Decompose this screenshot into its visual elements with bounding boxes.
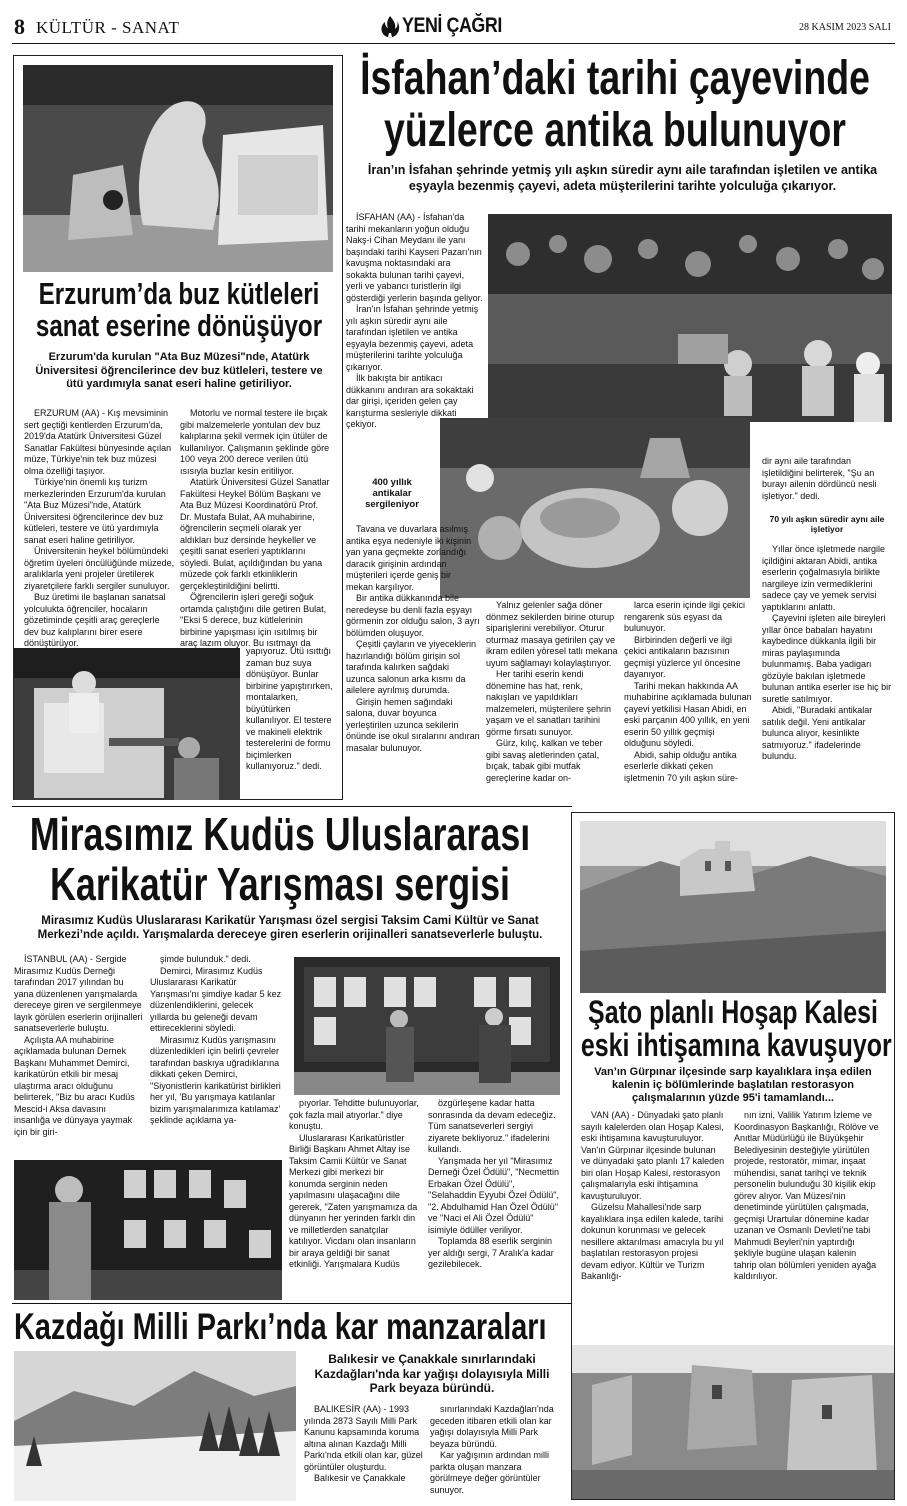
kudus-col1 xyxy=(14,954,144,1154)
snowy-mountain-photo xyxy=(14,1351,296,1501)
erzurum-col2-continued: yapıyoruz. Ütü ısıttığı zaman buz suya dönüşüyor. Bunlar birbirine yapıştırırken, montalarken, büyütürken kullanılıyor. El testere ve makineli elektrik testerelerini de formu biçimlerken kullanıyoruz." dedi. xyxy=(246,646,333,771)
hosap-col2 xyxy=(734,1110,880,1350)
isfahan-spot: İran’ın İsfahan şehrinde yetmiş yılı aşkın süredir aynı aile tarafından işletilen ve antika eşyayla bezenmiş çayevi, adeta müşterilerini tarihte yolculuğa çıkarıyor. xyxy=(367,163,878,193)
section-rule-2 xyxy=(12,1303,572,1304)
erzurum-title-line2: sanat eserine dönüşüyor xyxy=(35,308,323,343)
paragraph: sınırlarındaki Kazdağları'nda geceden itibaren etkili olan kar yağışı dolayısıyla Milli Park beyaza büründü. xyxy=(430,1404,554,1449)
hosap-castle-photo xyxy=(580,821,886,993)
caricature-gallery-photo xyxy=(14,1160,282,1300)
paragraph: Yıllar önce işletmede nargile içildiğini aktaran Abidi, antika eserlerin çoğalmasıyla birlikte nargileye izin vermediklerini sadece çay ve yemek servisi yaptıklarını anlattı. xyxy=(762,544,886,612)
hosap-spot: Van’ın Gürpınar ilçesinde sarp kayalıklara inşa edilen kalenin iç bölümlerinde başlatılan restorasyon çalışmalarının yüzde 95'i tamamlandı... xyxy=(594,1066,872,1104)
paragraph: Gürz, kılıç, kalkan ve teber gibi savaş aletlerinden çatal, bıçak, tabak gibi mutfak gereçlerine kadar on- xyxy=(486,738,603,783)
isfahan-subhead-400-years: 400 yıllık antikalar sergileniyor xyxy=(365,477,419,510)
paragraph: Çayevini işleten aile bireyleri yıllar önce babaları hayatını kaybedince dükkanla ilgili bir miras paylaşımında bulunmamış. Baba yadigarı gözüyle bakılan işletmede bulunan antika eserler ise hiç bir suretle satılmıyor. xyxy=(762,613,892,704)
paragraph: ERZURUM (AA) - Kış mevsiminin sert geçtiği kentlerden Erzurum'da, 2019'da Atatürk Üniversitesi Güzel Sanatlar Fakültesi bünyesinde açılan müze, Türkiye'nin tek buz müzesi olma özelliği taşıyor. xyxy=(24,408,172,476)
paragraph: VAN (AA) - Dünyadaki şato planlı sayılı kalelerden olan Hoşap Kalesi, eski ihtişamına kavuşturuluyor. Van'ın Gürpınar ilçesinde bulunan ve dünyadaki şato planlı 17 kaleden biri olan Hoşap Kalesi, restorasyon çalışmalarıyla eski ihtişamına kavuşturuluyor. xyxy=(581,1110,725,1201)
isfahan-subhead-70-years: 70 yılı aşkın süredir aynı aile işletiyor xyxy=(769,514,885,534)
section-rule-1 xyxy=(12,806,572,807)
paragraph: larca eserin içinde ilgi çekici rengarenk süs eşyası da bulunuyor. xyxy=(624,600,746,633)
paragraph: Yalnız gelenler sağa döner dönmez sekilerden birine oturup siparişlerini verebiliyor. Oturur oturmaz masaya getirilen çay ve ikram edilen yöresel tatlı mekana uyum sağlamayı kolaylaştırıyor. xyxy=(486,600,618,668)
ice-museum-photo xyxy=(23,65,333,272)
isfahan-col2 xyxy=(486,600,618,802)
antique-lamps-photo xyxy=(440,418,750,598)
flame-icon xyxy=(380,15,400,39)
kudus-title-line2: Karikatür Yarışması sergisi xyxy=(49,858,511,910)
paragraph: Kar yağışının ardından milli parkta oluşan manzara görülmeye değer görüntüler sunuyor. xyxy=(430,1450,550,1495)
paragraph: Üniversitenin heykel bölümündeki öğretim üyeleri öncülüğünde müzede, aralıklarla yeni projeler üretilerek ziyaretçilere farklı sergiler sunuluyor. xyxy=(24,546,175,591)
kazdagi-col2 xyxy=(430,1404,560,1502)
paragraph: pıyorlar. Tehditte bulunuyorlar, çok fazla mail atıyorlar." diye konuştu. xyxy=(289,1098,419,1131)
kazdagi-title: Kazdağı Milli Parkı’nda kar manzaraları xyxy=(14,1306,547,1347)
paragraph: İSTANBUL (AA) - Sergide Mirasımız Kudüs Derneği tarafından 2017 yılından bu yana düzenlenen yarışmalarda dereceye giren ve sergilenmeye layık görülen eserlerin orijinalleri sanatseverlerle buluştu. xyxy=(14,954,143,1033)
exhibition-visitors-photo xyxy=(294,957,560,1095)
paragraph: Motorlu ve normal testere ile bıçak gibi malzemelerle yontulan dev buz kalıplarına şekil vermek için ütüler de kullanılıyor. Çalışmanın şeklinde göre 100 veya 200 derece verilen ütü ısısıyla buzlar kesin eritiliyor. xyxy=(180,408,330,476)
erzurum-spot: Erzurum'da kurulan "Ata Buz Müzesi"nde, Atatürk Üniversitesi öğrencilerince dev buz kütleleri, testere ve ütü yardımıyla sanat eseri haline getiriliyor. xyxy=(35,351,323,390)
newspaper-logo xyxy=(380,14,534,40)
paragraph: Buz üretimi ile başlanan sanatsal yolculukta öğrenciler, hocaların gözetiminde çeşitli araç gereçlerle dev buz kalıplarını birer esere dönüştürüyor. xyxy=(24,592,166,648)
paragraph: Tarihi mekan hakkında AA muhabirine açıklamada bulunan çayevi yetkilisi Hasan Abidi, en eski parçanın 400 yıllık, en yeni eserin 50 yıllık geçmişi olduğunu söyledi. xyxy=(624,680,752,748)
isfahan-title-line2: yüzlerce antika bulunuyor xyxy=(384,104,846,157)
paragraph: Güzelsu Mahallesi'nde sarp kayalıklara inşa edilen kalede, tarihi dokunun korunması ve gelecek nesillere aktarılması amacıyla bu yıl başlatılan restorasyon projesi devam ediyor. Kültür ve Turizm Bakanlığı- xyxy=(581,1202,724,1281)
kudus-col3 xyxy=(289,1098,421,1298)
hosap-article-box xyxy=(571,812,895,1500)
paragraph: Uluslararası Karikatüristler Birliği Başkanı Ahmet Altay ise Taksim Camii Kültür ve Sanat Merkezi gibi merkezi bir konumda serginin neden yapılmasını ulaşacağını dile gererek, "Zaten yarışmamıza da dünyanın her yerinden farklı din ve milletlerden sanatçılar katılıyor. Vicdanı olan insanların bir araya geldiği bir sanat etkinliği. Yarışmalara Kudüs xyxy=(289,1132,418,1269)
hosap-col1 xyxy=(581,1110,727,1350)
paragraph: Mirasımız Kudüs yarışmasını düzenledikleri için belirli çevreler tarafından baskıya uğradıklarına dikkati çeken Demirci, "Siyonistlerin karikatürist birlikleri her yıl, 'Bu yarışmaya katılanlar bizim yarışmalarımıza katılamaz' şeklinde açıklama ya- xyxy=(150,1034,281,1125)
kudus-col2 xyxy=(150,954,284,1154)
paragraph: Abidi, "Buradaki antikalar satılık değil. Yeni antikalar bulunca alıyor, kesinlikte satmıyoruz." ifadelerinde bulundu. xyxy=(762,705,873,761)
kudus-title-line1: Mirasımız Kudüs Uluslararası xyxy=(29,808,531,860)
paragraph: Her tarihi eserin kendi dönemine has hat, renk, nakışları ve yapıldıkları malzemeleri, müşterilere şehrin yaşam ve el sanatları tarihini görme fırsatı sunuyor. xyxy=(486,669,612,737)
section-name: KÜLTÜR - SANAT xyxy=(36,18,180,37)
kudus-col4 xyxy=(428,1098,560,1298)
paragraph: BALIKESİR (AA) - 1993 yılında 2873 Sayılı Milli Park Kanunu kapsamında koruma altına alınan Kazdağı Milli Parkı'nda etkili olan kar, güzel görüntüler oluşturdu. xyxy=(304,1404,423,1472)
paragraph: İSFAHAN (AA) - İsfahan'da tarihi mekanların yoğun olduğu Nakş-i Cihan Meydanı ile yanı başındaki tarihi Kayseri Pazarı'nın kavuşma noktasındaki ara sokakta bulunan tarihi çayevi, yerli ve yabancı turistlerin ilgi gösterdiği yerlerin başında geliyor. xyxy=(346,212,483,303)
erzurum-title-line1: Erzurum’da buz kütleleri xyxy=(38,276,320,311)
paragraph: Bir antika dükkanında bile neredeyse bu denli fazla eşyayı görmenin zor olduğu salon, 3 ayrı bölümden oluşuyor. xyxy=(346,593,480,638)
paragraph: Girişin hemen sağındaki salona, duvar boyunca yerleştirilen uzunca sekilerin önünde ise okul sıralarını andıran masalar bulunuyor. xyxy=(346,696,480,753)
paragraph: Tavana ve duvarlara asılmış antika eşya nedeniyle iki kişinin yan yana geçmekte zorlandığı daracık girişinin ardından müşterileri içerde geniş bir mekan karşılıyor. xyxy=(346,524,472,592)
hosap-title-line1: Şato planlı Hoşap Kalesi xyxy=(588,994,878,1030)
paragraph: Çeşitli çayların ve yiyeceklerin hazırlandığı bölüm girişin sol tarafında kalırken sağdaki uzunca salonun arka kısmı da ailelere ayrılmış durumda. xyxy=(346,639,477,695)
paragraph: Atatürk Üniversitesi Güzel Sanatlar Fakültesi Heykel Bölüm Başkanı ve Ata Buz Müzesi Koordinatörü Prof. Dr. Mustafa Bulat, AA muhabirine, öğrencilerin seçmeli olarak yer aldıkları buz dersinde heykeller ve çeşitli sanat eserleri yaptıklarını söyledi. Bulat, açıldığından bu yana müzede çok farklı etkinliklerin gerçekleştirildiğini belirtti. xyxy=(180,477,330,591)
isfahan-col3 xyxy=(624,600,754,802)
paragraph: Türkiye'nin önemli kış turizm merkezlerinden Erzurum'da kurulan "Ata Buz Müzesi"nde, Atatürk Üniversitesi öğrencilerince dev buz kütleleri, testere ve ütü yardımıyla sanat eseri haline getiriliyor. xyxy=(24,477,166,545)
paragraph: Öğrencilerin işleri gereği soğuk ortamda çalıştığını dile getiren Bulat, "Eksi 5 derece, buz kütlelerinin birbirine yapışması için ısıtılmış bir araç lazım oluyor. Bu ısıtmayı da xyxy=(180,592,327,648)
paragraph: İran'ın İsfahan şehrinde yetmiş yılı aşkın süredir aynı aile tarafından işletilen ve antika eşyayla bezenmiş çayevi, adeta müşterilerini tarihte yolculuğa çıkarıyor. xyxy=(346,304,479,372)
paragraph: Demirci, Mirasımız Kudüs Uluslararası Karikatür Yarışması'nı şimdiye kadar 5 kez düzenlendiklerini, gelecek yıllarda bu geleneği devam ettireceklerini söyledi. xyxy=(150,965,282,1033)
paragraph: şimde bulunduk." dedi. xyxy=(160,954,251,964)
kazdagi-col1 xyxy=(304,1404,424,1502)
ice-sculptors-photo xyxy=(14,648,240,800)
paragraph: Abidi, sahip olduğu antika eserlerle dikkati çeken işletmenin 70 yılı aşkın süre- xyxy=(624,749,739,783)
kazdagi-spot: Balıkesir ve Çanakkale sınırlarındaki Kazdağları'nda kar yağışı dolayısıyla Milli Park beyaza büründü. xyxy=(314,1352,550,1395)
issue-date: 28 KASIM 2023 SALI xyxy=(799,22,891,33)
paragraph: özgürleşene kadar hatta sonrasında da devam edeceğiz. Tüm sanatseverleri sergiyi ziyarete bekliyoruz." ifadelerini kullandı. xyxy=(428,1098,556,1154)
isfahan-title-line1: İsfahan’daki tarihi çayevinde xyxy=(360,52,870,105)
paragraph: Yarışmada her yıl "Mirasımız Derneği Özel Ödülü", "Necmettin Erbakan Özel Ödülü", "Selahaddin Eyyubi Özel Ödülü", "2. Abdulhamid Han Özel Ödülü" ve "Naci el Ali Özel Ödülü" isimiyle ödüller veriliyor. xyxy=(428,1155,559,1235)
paragraph: nın izni, Valilik Yatırım İzleme ve Koordinasyon Başkanlığı, Rölöve ve Anıtlar Müdürlüğü ile Büyükşehir Belediyesinin desteğiyle yürütülen projede, restoratör, mimar, inşaat mühendisi, sanat tarihçi ve teknik personelin bulunduğu 30 kişilik ekip görev alıyor. Van Müzesi'nin denetiminde yürütülen çalışmada, geçmişi Urartular dönemine kadar uzanan ve Osmanlı Devleti'ne tabi Mahmudi Beyleri'nin yaptırdığı şekliyle bugüne ulaşan kalenin tahrip olan bölümleri yeniden ayağa kaldırılıyor. xyxy=(734,1110,879,1281)
kudus-spot: Mirasımız Kudüs Uluslararası Karikatür Yarışması özel sergisi Taksim Cami Kültür ve Sanat Merkezi’nde açıldı. Yarışmalarda dereceye giren eserlerin orijinalleri sanatseverlerle buluştu. xyxy=(37,915,543,941)
page-header xyxy=(0,0,907,44)
isfahan-col4 xyxy=(762,544,892,804)
paragraph: Toplamda 88 eserlik serginin yer aldığı sergi, 7 Aralık'a kadar gezilebilecek. xyxy=(428,1236,554,1269)
logo-text: YENİ ÇAĞRI xyxy=(402,14,502,37)
erzurum-article-box xyxy=(13,55,343,800)
paragraph: Açılışta AA muhabirine açıklamada bulunan Dernek Başkanı Muhammet Demirci, karikatürün etkili bir mesaj ulaştırma aracı olduğunu belirterek, "Biz bu aracı Kudüs Mescid-i Aksa davasını insanlığa ve dünyaya yaymak için bir giri- xyxy=(14,1034,135,1137)
header-rule xyxy=(12,43,895,44)
teahouse-interior-photo xyxy=(488,214,892,422)
hosap-title-line2: eski ihtişamına kavuşuyor xyxy=(580,1027,892,1063)
hosap-courtyard-photo xyxy=(572,1345,894,1499)
paragraph: İlk bakışta bir antikacı dükkanını andıran ara sokaktaki dar girişi, içeriden gelen çay karışturma sesleriyle dikkati çekiyor. xyxy=(346,373,474,429)
paragraph: Birbirinden değerli ve ilgi çekici antikaların bazısının geçmişi yüzlerce yıl öncesine dayanıyor. xyxy=(624,634,741,679)
isfahan-col1-bottom xyxy=(346,524,480,802)
page-number: 8 xyxy=(14,14,25,39)
paragraph: Balıkesir ve Çanakkale xyxy=(314,1473,406,1483)
isfahan-col4-top: dir aynı aile tarafından işletildiğini belirterek, "Şu an burayı ailenin dördüncü nesli işletiyor." dedi. xyxy=(762,456,877,501)
